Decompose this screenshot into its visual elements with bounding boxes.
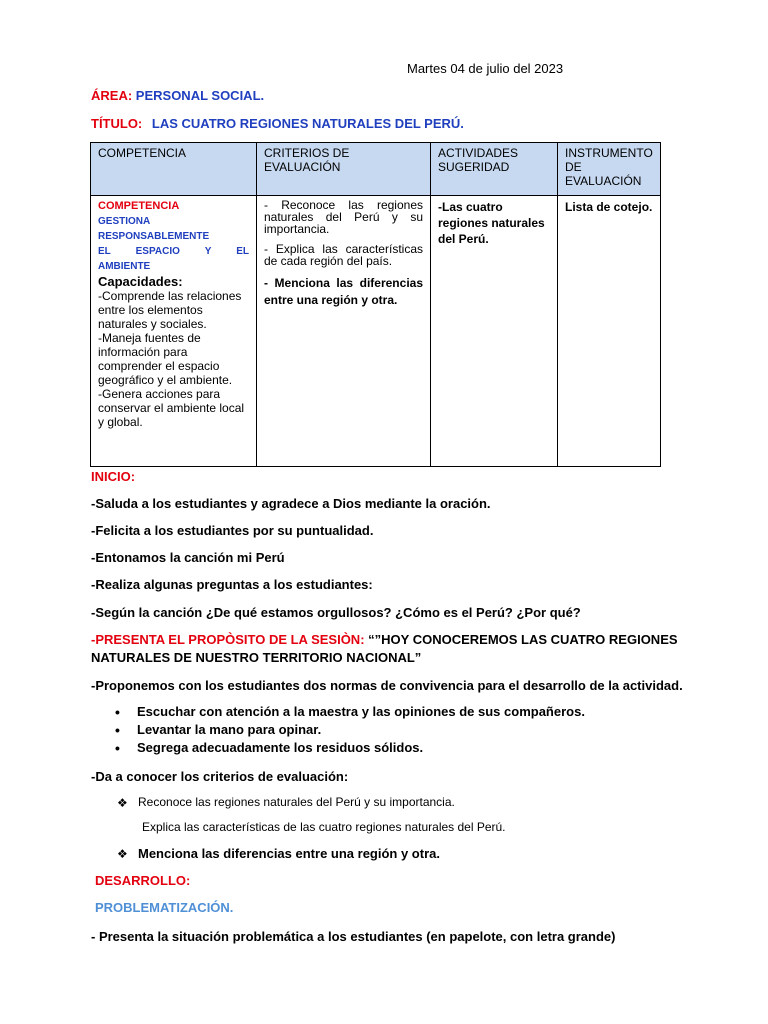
area-value: PERSONAL SOCIAL. — [135, 88, 265, 103]
capacidad-item: -Maneja fuentes de información para comprender el espacio geográfico y el ambiente. — [98, 331, 233, 387]
criterio-line: Menciona las diferencias entre una región y otra. — [138, 846, 440, 861]
inicio-line: -Según la canción ¿De qué estamos orgullosos? ¿Cómo es el Perú? ¿Por qué? — [91, 605, 581, 620]
cell-criterios — [257, 196, 431, 467]
competencia-heading: COMPETENCIA — [98, 200, 180, 212]
title-line — [91, 116, 464, 131]
inicio-line: -Entonamos la canción mi Perú — [91, 550, 285, 565]
problematizacion-heading: PROBLEMATIZACIÓN. — [95, 900, 234, 915]
capacidades-title: Capacidades: — [98, 274, 183, 289]
session-date: Martes 04 de julio del 2023 — [407, 61, 564, 76]
cell-actividades: -Las cuatro regiones naturales del Perú. — [431, 196, 558, 467]
situacion-line: - Presenta la situación problemática a los estudiantes (en papelote, con letra grande) — [91, 929, 616, 944]
planning-table — [90, 142, 661, 467]
list-item: • Levantar la mano para opinar. — [110, 721, 585, 739]
inicio-heading: INICIO: — [91, 469, 136, 484]
proposito-label: -PRESENTA EL PROPÒSITO DE LA SESIÒN: — [91, 632, 365, 647]
diamond-bullet-icon: ❖ — [117, 796, 128, 810]
criterio-item: - Menciona las diferencias entre una región y otra. — [264, 276, 423, 307]
cell-instrumento: Lista de cotejo. — [558, 196, 661, 467]
inicio-line: -Felicita a los estudiantes por su puntualidad. — [91, 523, 374, 538]
desarrollo-heading: DESARROLLO: — [95, 873, 191, 888]
diamond-bullet-icon: ❖ — [117, 847, 128, 861]
area-line — [91, 88, 264, 103]
cell-competencia — [91, 196, 257, 467]
competencia-line: RESPONSABLEMENTE — [98, 231, 210, 242]
capacidad-item: -Genera acciones para conservar el ambiente local y global. — [98, 387, 245, 429]
competencia-line: AMBIENTE — [98, 261, 151, 272]
criterio-item: - Explica las características de cada región del país. — [264, 242, 423, 268]
header-actividades: ACTIVIDADES SUGERIDAD — [431, 143, 558, 196]
competencia-line: EL ESPACIO Y EL — [98, 246, 249, 257]
title-value: LAS CUATRO REGIONES NATURALES DEL PERÚ. — [151, 116, 464, 131]
list-item: • Segrega adecuadamente los residuos sólidos. — [110, 739, 585, 757]
proposito-text: “”HOY CONOCEREMOS LAS CUATRO REGIONES — [368, 632, 678, 647]
criterio-line: Reconoce las regiones naturales del Perú y su importancia. — [138, 795, 455, 809]
competencia-line: GESTIONA — [98, 216, 151, 227]
table-row — [91, 196, 661, 467]
criterio-item: - Reconoce las regiones naturales del Perú y su importancia. — [264, 198, 423, 236]
proposito-text-cont: NATURALES DE NUESTRO TERRITORIO NACIONAL” — [91, 650, 422, 665]
capacidad-item: -Comprende las relaciones entre los elementos naturales y sociales. — [98, 289, 242, 331]
inicio-line: -Realiza algunas preguntas a los estudiantes: — [91, 577, 373, 592]
header-criterios: CRITERIOS DE EVALUACIÓN — [257, 143, 431, 196]
criterio-line: Explica las características de las cuatro regiones naturales del Perú. — [142, 820, 506, 834]
title-label: TÍTULO: — [91, 116, 143, 131]
inicio-line: -Saluda a los estudiantes y agradece a Dios mediante la oración. — [91, 496, 491, 511]
header-competencia: COMPETENCIA — [91, 143, 257, 196]
list-item: • Escuchar con atención a la maestra y las opiniones de sus compañeros. — [110, 703, 585, 721]
normas-intro: -Proponemos con los estudiantes dos normas de convivencia para el desarrollo de la actividad. — [91, 678, 683, 693]
header-instrumento: INSTRUMENTO DE EVALUACIÓN — [558, 143, 661, 196]
proposito-line — [91, 632, 678, 647]
normas-list — [110, 703, 585, 757]
table-header-row — [91, 143, 661, 196]
criterios-intro: -Da a conocer los criterios de evaluación: — [91, 769, 349, 784]
area-label: ÁREA: — [91, 88, 133, 103]
